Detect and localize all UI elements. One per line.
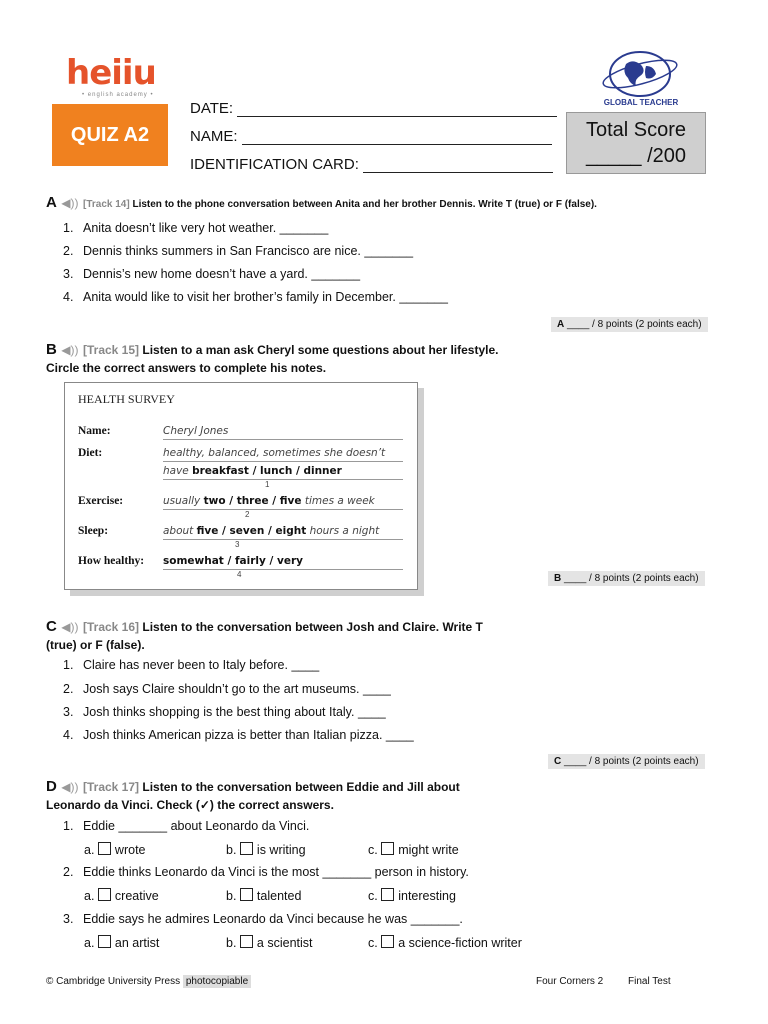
option-a[interactable]: a. wrote	[84, 843, 146, 857]
question-item: 2. Eddie thinks Leonardo da Vinci is the most _______ person in history.	[63, 865, 469, 879]
checkbox[interactable]	[98, 935, 111, 948]
total-score-box	[566, 112, 706, 174]
section-d-track: [Track 17]	[82, 780, 140, 794]
footer-copyright: © Cambridge University Press photocopiable	[46, 976, 251, 987]
quiz-label: QUIZ A2	[52, 104, 168, 166]
health-survey-card	[64, 382, 418, 590]
list-item: 3. Dennis’s new home doesn’t have a yard. _______	[63, 267, 361, 281]
option-b[interactable]: b. is writing	[226, 843, 306, 857]
id-card-field[interactable]	[190, 156, 553, 173]
photocopiable-badge: photocopiable	[183, 975, 251, 988]
section-b-letter: B	[46, 341, 57, 358]
survey-label: How healthy:	[78, 555, 145, 567]
survey-answer-choice[interactable]: about five / seven / eight hours a night	[163, 525, 403, 540]
list-item: 2. Josh says Claire shouldn’t go to the art museums. ____	[63, 682, 391, 696]
section-d-header	[46, 778, 516, 814]
option-a[interactable]: a. an artist	[84, 936, 160, 950]
checkbox[interactable]	[240, 888, 253, 901]
heiiu-logo: heiiu	[66, 53, 156, 93]
checkbox[interactable]	[381, 935, 394, 948]
speaker-icon: ◀))	[61, 620, 79, 634]
total-score-value: _____ /200	[585, 145, 687, 167]
speaker-icon: ◀))	[61, 780, 79, 794]
option-c[interactable]: c. a science-fiction writer	[368, 936, 522, 950]
checkbox[interactable]	[381, 842, 394, 855]
section-b-points: B ____ / 8 points (2 points each)	[548, 571, 705, 586]
checkbox[interactable]	[381, 888, 394, 901]
section-b-header	[46, 341, 506, 377]
survey-answer: healthy, balanced, sometimes she doesn’t	[163, 447, 403, 462]
option-b[interactable]: b. talented	[226, 889, 302, 903]
checkbox[interactable]	[240, 842, 253, 855]
checkbox[interactable]	[98, 842, 111, 855]
option-b[interactable]: b. a scientist	[226, 936, 313, 950]
survey-title: HEALTH SURVEY	[78, 392, 175, 406]
id-card-rule	[363, 158, 553, 173]
blank-number: 4	[237, 570, 242, 579]
checkbox[interactable]	[98, 888, 111, 901]
option-c[interactable]: c. interesting	[368, 889, 456, 903]
survey-label: Exercise:	[78, 495, 124, 507]
section-c-header	[46, 618, 506, 654]
section-c-track: [Track 16]	[82, 620, 140, 634]
footer-test: Final Test	[628, 976, 671, 987]
survey-label: Name:	[78, 425, 111, 437]
section-c-points: C ____ / 8 points (2 points each)	[548, 754, 705, 769]
section-c-instruction: Listen to the conversation between Josh and Claire. Write T (true) or F (false).	[46, 620, 483, 652]
section-c-letter: C	[46, 618, 57, 635]
checkbox[interactable]	[240, 935, 253, 948]
globe-icon	[600, 50, 680, 98]
blank-number: 1	[265, 480, 270, 489]
logo-subtitle: • english academy •	[82, 92, 154, 98]
survey-answer: Cheryl Jones	[163, 425, 403, 440]
section-a-points: A ____ / 8 points (2 points each)	[551, 317, 708, 332]
speaker-icon: ◀))	[61, 343, 79, 357]
list-item: 4. Anita would like to visit her brother’s family in December. _______	[63, 290, 449, 304]
section-a-letter: A	[46, 194, 57, 211]
survey-label: Sleep:	[78, 525, 109, 537]
date-label: DATE:	[190, 100, 234, 117]
date-field[interactable]	[190, 100, 557, 117]
question-item: 1. Eddie _______ about Leonardo da Vinci.	[63, 819, 310, 833]
id-card-label: IDENTIFICATION CARD:	[190, 156, 359, 173]
section-d-letter: D	[46, 778, 57, 795]
list-item: 1. Anita doesn’t like very hot weather. _______	[63, 221, 329, 235]
section-d-instruction: Listen to the conversation between Eddie and Jill about Leonardo da Vinci. Check (✓) the correct answers.	[46, 780, 460, 812]
footer-book: Four Corners 2	[536, 976, 604, 987]
option-a[interactable]: a. creative	[84, 889, 159, 903]
list-item: 2. Dennis thinks summers in San Francisco are nice. _______	[63, 244, 414, 258]
blank-number: 2	[245, 510, 250, 519]
question-item: 3. Eddie says he admires Leonardo da Vinci because he was _______.	[63, 912, 463, 926]
list-item: 3. Josh thinks shopping is the best thing about Italy. ____	[63, 705, 386, 719]
date-rule	[237, 102, 557, 117]
survey-answer-choice[interactable]: have breakfast / lunch / dinner	[163, 465, 403, 480]
total-score-label: Total Score	[585, 119, 687, 141]
global-teacher-label: GLOBAL TEACHER	[603, 98, 679, 107]
speaker-icon: ◀))	[61, 196, 79, 210]
survey-answer-choice[interactable]: usually two / three / five times a week	[163, 495, 403, 510]
name-label: NAME:	[190, 128, 238, 145]
list-item: 1. Claire has never been to Italy before. ____	[63, 658, 320, 672]
option-c[interactable]: c. might write	[368, 843, 459, 857]
section-b-instruction: Listen to a man ask Cheryl some questions about her lifestyle. Circle the correct answers to complete his notes.	[46, 343, 499, 375]
list-item: 4. Josh thinks American pizza is better than Italian pizza. ____	[63, 728, 414, 742]
name-field[interactable]	[190, 128, 552, 145]
section-a-header	[46, 194, 746, 212]
survey-label: Diet:	[78, 447, 103, 459]
section-a-track: [Track 14]	[82, 199, 130, 210]
section-b-track: [Track 15]	[82, 343, 140, 357]
blank-number: 3	[235, 540, 240, 549]
section-a-instruction: Listen to the phone conversation between Anita and her brother Dennis. Write T (true) or F (false).	[132, 199, 597, 210]
survey-answer-choice[interactable]: somewhat / fairly / very	[163, 555, 403, 570]
name-rule	[242, 130, 552, 145]
